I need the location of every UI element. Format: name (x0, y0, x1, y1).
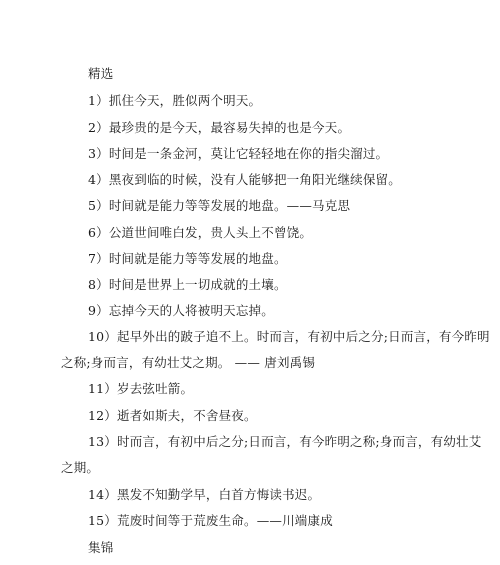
quote-item-3: 3）时间是一条金河，莫让它轻轻地在你的指尖溜过。 (88, 146, 389, 161)
quote-item-10-continued: 之称;身而言，有幼壮艾之期。 —— 唐刘禹锡 (61, 355, 316, 370)
quote-item-8: 8）时间是世界上一切成就的土壤。 (88, 277, 287, 292)
quote-item-5: 5）时间就是能力等等发展的地盘。——马克思 (88, 198, 351, 213)
quote-item-7: 7）时间就是能力等等发展的地盘。 (88, 251, 287, 266)
quote-item-13: 13）时而言，有初中后之分;日而言，有今昨明之称;身而言，有幼壮艾 (88, 434, 482, 449)
quote-item-11: 11）岁去弦吐箭。 (88, 381, 194, 396)
quote-item-1: 1）抓住今天，胜似两个明天。 (88, 93, 262, 108)
quote-item-10: 10）起早外出的跛子追不上。时而言，有初中后之分;日而言，有今昨明 (88, 329, 490, 344)
quote-item-2: 2）最珍贵的是今天，最容易失掉的也是今天。 (88, 120, 351, 135)
section-heading-top: 精选 (88, 66, 114, 81)
quote-item-6: 6）公道世间唯白发，贵人头上不曾饶。 (88, 225, 313, 240)
quote-item-15: 15）荒废时间等于荒废生命。——川端康成 (88, 513, 333, 528)
quote-item-14: 14）黑发不知勤学早，白首方悔读书迟。 (88, 487, 321, 502)
section-heading-bottom: 集锦 (88, 540, 114, 555)
quote-item-9: 9）忘掉今天的人将被明天忘掉。 (88, 303, 274, 318)
quote-item-13-continued: 之期。 (61, 460, 100, 475)
quote-item-4: 4）黑夜到临的时候，没有人能够把一角阳光继续保留。 (88, 172, 401, 187)
quote-item-12: 12）逝者如斯夫，不舍昼夜。 (88, 408, 257, 423)
